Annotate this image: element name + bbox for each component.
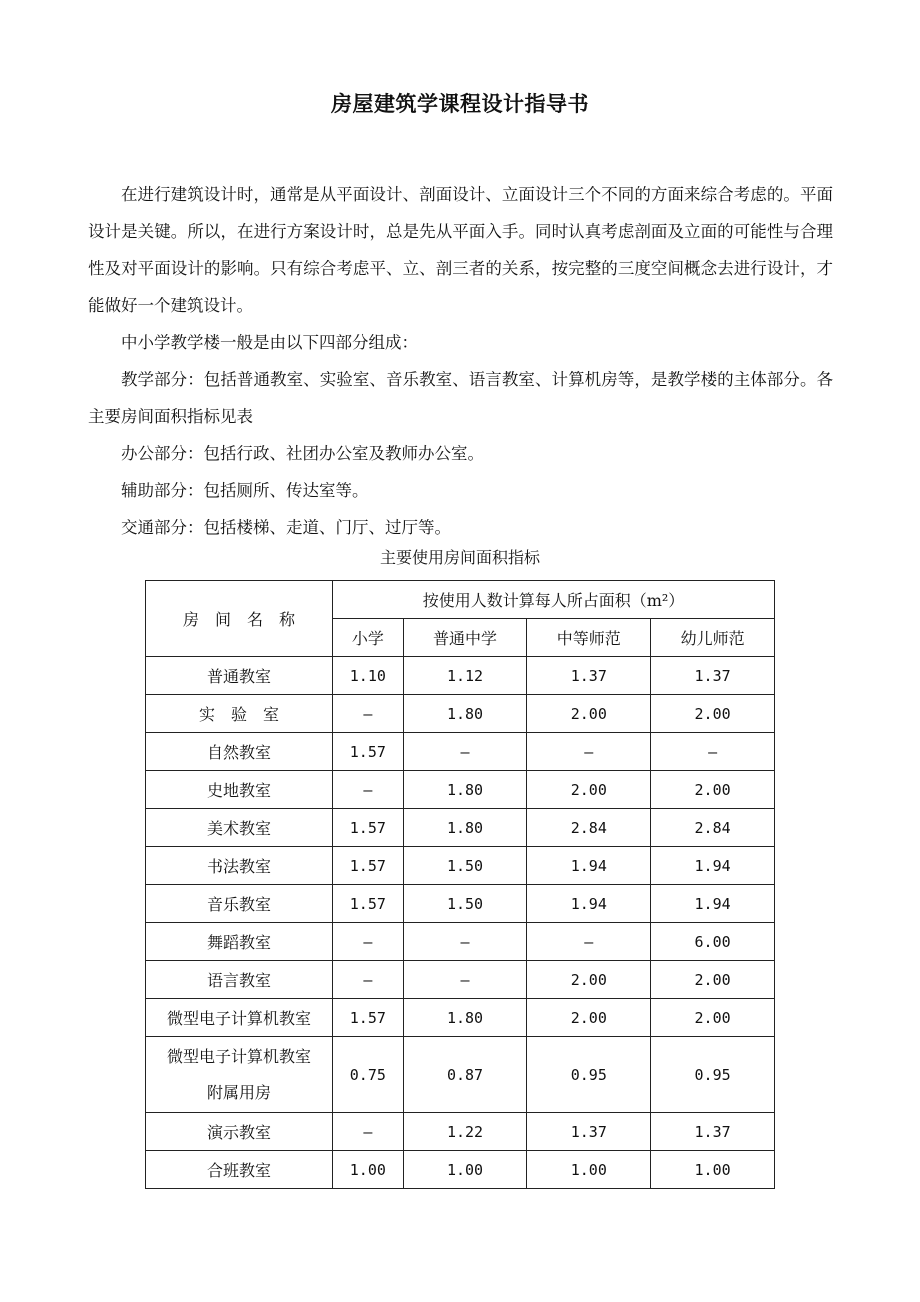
value-cell: 1.00	[651, 1151, 775, 1189]
value-cell: 1.94	[527, 885, 651, 923]
value-cell: 1.22	[403, 1113, 527, 1151]
room-name: 书法教室	[146, 847, 333, 885]
table-row	[146, 885, 775, 923]
table-row	[146, 695, 775, 733]
value-cell: 2.84	[527, 809, 651, 847]
value-cell: 2.00	[651, 961, 775, 999]
value-cell: —	[333, 771, 404, 809]
value-cell: 1.80	[403, 999, 527, 1037]
area-index-table	[145, 580, 775, 1189]
value-cell: 1.80	[403, 809, 527, 847]
table-row	[146, 999, 775, 1037]
value-cell: 1.57	[333, 999, 404, 1037]
value-cell: 1.10	[333, 657, 404, 695]
room-name	[146, 1037, 333, 1113]
room-name: 普通教室	[146, 657, 333, 695]
room-name: 自然教室	[146, 733, 333, 771]
body-text	[88, 176, 833, 546]
value-cell: 2.84	[651, 809, 775, 847]
value-cell: 1.57	[333, 885, 404, 923]
room-name: 史地教室	[146, 771, 333, 809]
value-cell: 2.00	[651, 999, 775, 1037]
value-cell: 1.00	[403, 1151, 527, 1189]
value-cell: 1.94	[527, 847, 651, 885]
value-cell: 2.00	[527, 771, 651, 809]
value-cell: 0.95	[651, 1037, 775, 1113]
header-middle-school: 普通中学	[403, 619, 527, 657]
table-caption: 主要使用房间面积指标	[379, 548, 540, 567]
table-row	[146, 1113, 775, 1151]
room-name: 演示教室	[146, 1113, 333, 1151]
value-cell: 2.00	[527, 961, 651, 999]
table-row	[146, 1037, 775, 1113]
paragraph-teaching: 教学部分：包括普通教室、实验室、音乐教室、语言教室、计算机房等，是教学楼的主体部分。各主要房间面积指标见表	[88, 370, 833, 426]
value-cell: 1.37	[651, 1113, 775, 1151]
value-cell: —	[403, 733, 527, 771]
value-cell: 1.50	[403, 847, 527, 885]
table-row	[146, 961, 775, 999]
room-name: 语言教室	[146, 961, 333, 999]
value-cell: —	[333, 1113, 404, 1151]
paragraph-intro: 在进行建筑设计时，通常是从平面设计、剖面设计、立面设计三个不同的方面来综合考虑的。平面设计是关键。所以，在进行方案设计时，总是先从平面入手。同时认真考虑剖面及立面的可能性与合理性及对平面设计的影响。只有综合考虑平、立、剖三者的关系，按完整的三度空间概念去进行设计，才能做好一个建筑设计。	[88, 185, 833, 315]
value-cell: 1.57	[333, 809, 404, 847]
header-room-name: 房 间 名 称	[146, 581, 333, 657]
value-cell: 2.00	[651, 771, 775, 809]
value-cell: 1.94	[651, 885, 775, 923]
header-primary-school: 小学	[333, 619, 404, 657]
table-row	[146, 1151, 775, 1189]
document-title: 房屋建筑学课程设计指导书	[331, 92, 589, 116]
value-cell: 1.37	[527, 657, 651, 695]
value-cell: 0.75	[333, 1037, 404, 1113]
value-cell: 0.87	[403, 1037, 527, 1113]
value-cell: —	[403, 961, 527, 999]
value-cell: 1.50	[403, 885, 527, 923]
value-cell: 1.37	[527, 1113, 651, 1151]
header-normal-school: 中等师范	[527, 619, 651, 657]
room-name: 实 验 室	[146, 695, 333, 733]
value-cell: 1.94	[651, 847, 775, 885]
value-cell: 1.80	[403, 695, 527, 733]
value-cell: —	[333, 695, 404, 733]
table-row	[146, 771, 775, 809]
room-name-line2: 附属用房	[206, 1082, 271, 1102]
value-cell: 2.00	[651, 695, 775, 733]
paragraph-composition: 中小学教学楼一般是由以下四部分组成：	[121, 333, 418, 352]
paragraph-office: 办公部分：包括行政、社团办公室及教师办公室。	[121, 444, 484, 463]
table-row	[146, 923, 775, 961]
value-cell: —	[527, 733, 651, 771]
paragraph-auxiliary: 辅助部分：包括厕所、传达室等。	[121, 481, 369, 500]
paragraph-circulation: 交通部分：包括楼梯、走道、门厅、过厅等。	[121, 518, 451, 537]
room-name: 微型电子计算机教室	[146, 999, 333, 1037]
value-cell: —	[403, 923, 527, 961]
value-cell: —	[651, 733, 775, 771]
table-row	[146, 733, 775, 771]
value-cell: 1.37	[651, 657, 775, 695]
value-cell: 2.00	[527, 999, 651, 1037]
room-name: 音乐教室	[146, 885, 333, 923]
room-name: 舞蹈教室	[146, 923, 333, 961]
table-row	[146, 847, 775, 885]
value-cell: 1.12	[403, 657, 527, 695]
value-cell: —	[333, 923, 404, 961]
value-cell: 2.00	[527, 695, 651, 733]
value-cell: 1.00	[527, 1151, 651, 1189]
header-preschool-normal: 幼儿师范	[651, 619, 775, 657]
value-cell: 6.00	[651, 923, 775, 961]
value-cell: 1.57	[333, 733, 404, 771]
value-cell: 1.00	[333, 1151, 404, 1189]
value-cell: —	[333, 961, 404, 999]
room-name: 合班教室	[146, 1151, 333, 1189]
value-cell: 1.57	[333, 847, 404, 885]
room-name: 美术教室	[146, 809, 333, 847]
table-header-row	[146, 581, 775, 619]
value-cell: 0.95	[527, 1037, 651, 1113]
header-area-group: 按使用人数计算每人所占面积（m²）	[333, 581, 775, 619]
room-name-line1: 微型电子计算机教室	[166, 1046, 311, 1066]
value-cell: —	[527, 923, 651, 961]
value-cell: 1.80	[403, 771, 527, 809]
table-row	[146, 657, 775, 695]
table-row	[146, 809, 775, 847]
